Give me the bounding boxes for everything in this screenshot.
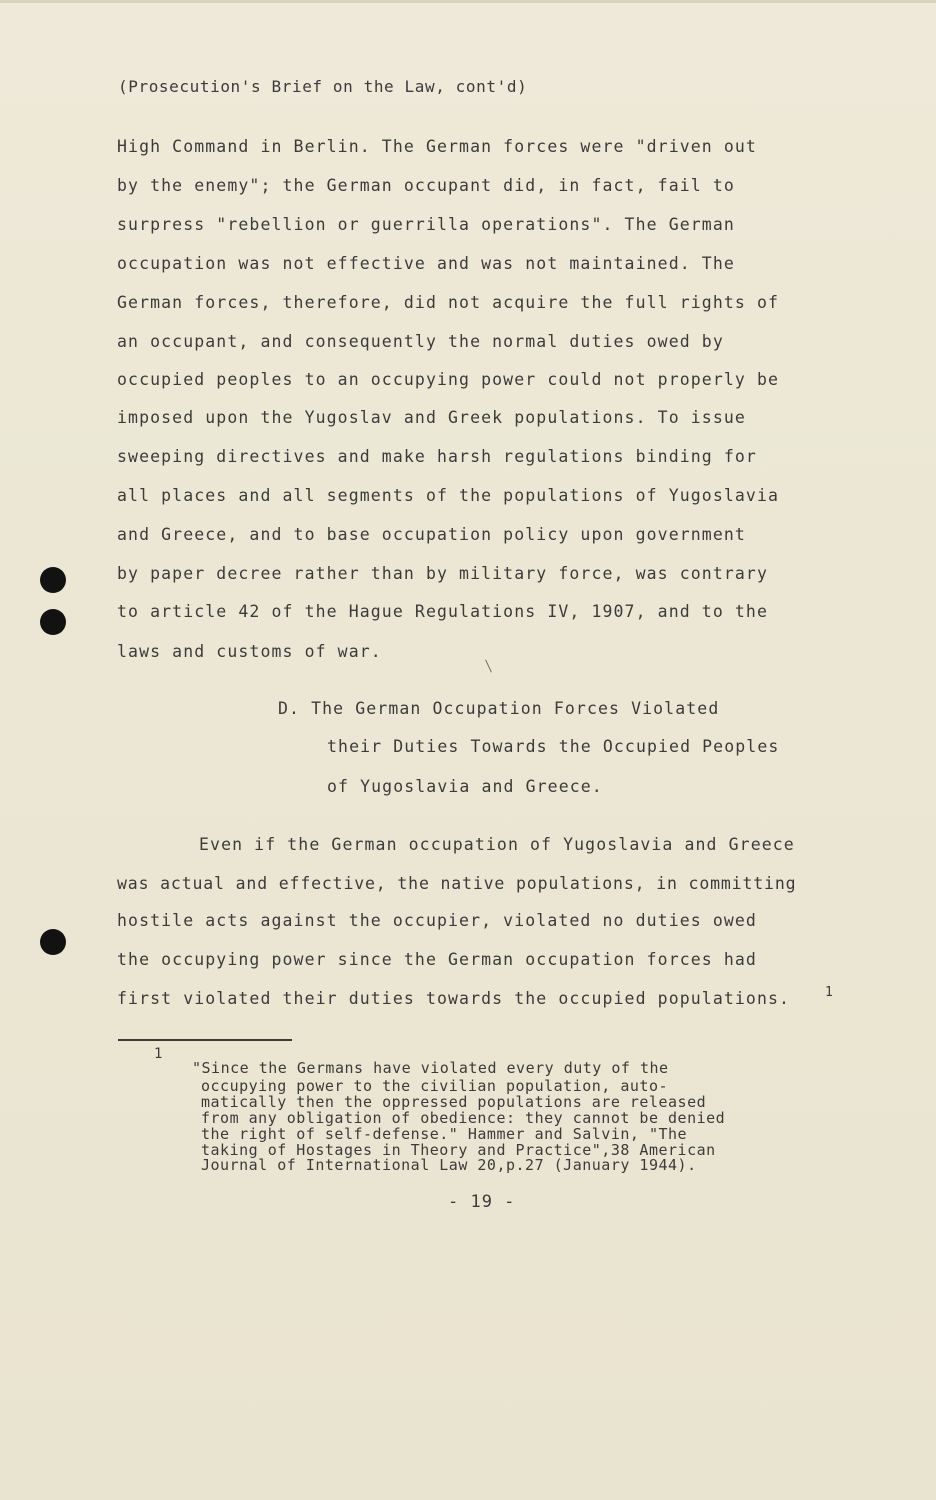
paragraph-2-line: hostile acts against the occupier, violated no duties owed: [117, 911, 757, 930]
punch-hole: [40, 567, 66, 593]
footnote-line: Journal of International Law 20,p.27 (January 1944).: [201, 1156, 697, 1174]
paragraph-1-line: occupied peoples to an occupying power could not properly be: [117, 370, 780, 389]
footnote-line: from any obligation of obedience: they cannot be denied: [201, 1109, 726, 1127]
paragraph-2-line: first violated their duties towards the occupied populations.: [117, 989, 791, 1008]
paragraph-2-line: was actual and effective, the native populations, in committing: [117, 874, 797, 893]
section-heading-line: D. The German Occupation Forces Violated: [278, 699, 720, 718]
running-header: (Prosecution's Brief on the Law, cont'd): [118, 77, 528, 96]
punch-hole: [40, 929, 66, 955]
footnote-line: the right of self-defense." Hammer and Salvin, "The: [201, 1125, 688, 1143]
paragraph-1-line: occupation was not effective and was not maintained. The: [117, 254, 735, 273]
footnote-marker: 1: [154, 1046, 163, 1062]
paragraph-1-line: High Command in Berlin. The German forces were "driven out: [117, 137, 757, 156]
paragraph-1-line: laws and customs of war.: [117, 642, 382, 661]
stray-pen-mark: [485, 659, 492, 672]
paragraph-1-line: sweeping directives and make harsh regulations binding for: [117, 447, 757, 466]
section-heading-line: their Duties Towards the Occupied Peoples: [327, 737, 780, 756]
footnote-divider: [118, 1039, 292, 1041]
paragraph-1-line: to article 42 of the Hague Regulations IV, 1907, and to the: [117, 602, 768, 621]
page-number: - 19 -: [448, 1192, 516, 1212]
paragraph-1-line: imposed upon the Yugoslav and Greek populations. To issue: [117, 408, 746, 427]
footnote-line: taking of Hostages in Theory and Practice",38 American: [201, 1141, 716, 1159]
paragraph-2-line: the occupying power since the German occupation forces had: [117, 950, 757, 969]
paragraph-1-line: German forces, therefore, did not acquire the full rights of: [117, 293, 780, 312]
paragraph-1-line: surpress "rebellion or guerrilla operations". The German: [117, 215, 735, 234]
footnote-line: "Since the Germans have violated every duty of the: [192, 1059, 669, 1077]
paragraph-2-line: Even if the German occupation of Yugoslavia and Greece: [199, 835, 795, 854]
paragraph-1-line: and Greece, and to base occupation policy upon government: [117, 525, 746, 544]
footnote-reference: 1: [825, 985, 833, 1000]
footnote-line: matically then the oppressed populations are released: [201, 1093, 707, 1111]
paragraph-1-line: by paper decree rather than by military force, was contrary: [117, 564, 768, 583]
section-heading-line: of Yugoslavia and Greece.: [327, 777, 603, 796]
footnote-line: occupying power to the civilian population, auto-: [201, 1077, 669, 1095]
paragraph-1-line: an occupant, and consequently the normal duties owed by: [117, 332, 724, 351]
page-top-edge: [0, 0, 936, 3]
paragraph-1-line: by the enemy"; the German occupant did, in fact, fail to: [117, 176, 735, 195]
paragraph-1-line: all places and all segments of the populations of Yugoslavia: [117, 486, 780, 505]
punch-hole: [40, 609, 66, 635]
